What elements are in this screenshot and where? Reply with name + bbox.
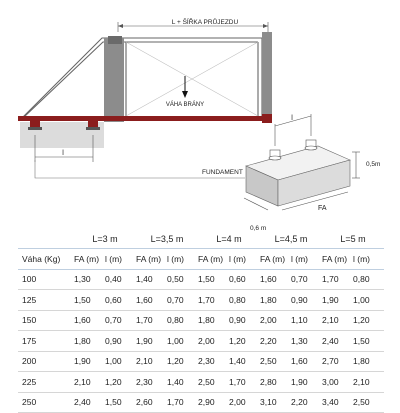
height-dimension <box>352 152 360 178</box>
fa-cell: 2,40 <box>74 392 105 413</box>
l-cell: 2,00 <box>229 392 260 413</box>
fa-header: FA (m) <box>74 249 105 270</box>
fa-cell: 3,40 <box>322 392 353 413</box>
table-row <box>18 269 384 290</box>
fa-cell: 2,80 <box>260 372 291 393</box>
l-cell: 1,00 <box>167 331 198 352</box>
block-spacing-label: l <box>291 115 293 122</box>
weight-cell: 200 <box>18 351 74 372</box>
fa-cell: 1,50 <box>74 290 105 311</box>
length-header-row <box>18 230 384 249</box>
fa-cell: 2,40 <box>322 331 353 352</box>
l-cell: 0,90 <box>291 290 322 311</box>
weight-label: VÁHA BRÁNY <box>165 102 205 108</box>
table-row <box>18 372 384 393</box>
fa-cell: 1,50 <box>198 269 229 290</box>
wheel-carriage-left <box>28 121 42 130</box>
l-cell: 2,20 <box>291 392 322 413</box>
length-header: L=4 m <box>198 230 260 249</box>
l-cell: 1,80 <box>353 351 384 372</box>
table-row <box>18 290 384 311</box>
fa-cell: 2,60 <box>136 392 167 413</box>
fa-cell: 2,50 <box>260 351 291 372</box>
l-cell: 1,50 <box>105 392 136 413</box>
gate-rail <box>18 116 272 121</box>
fa-cell: 1,80 <box>260 290 291 311</box>
weight-cell: 175 <box>18 331 74 352</box>
fa-label: FA <box>318 205 327 212</box>
top-guide-roller <box>108 36 122 44</box>
fa-cell: 2,50 <box>198 372 229 393</box>
l-cell: 1,70 <box>229 372 260 393</box>
l-cell: 0,50 <box>167 269 198 290</box>
fa-cell: 2,20 <box>260 331 291 352</box>
l-cell: 0,70 <box>105 310 136 331</box>
l-header: l (m) <box>353 249 384 270</box>
fa-cell: 1,40 <box>136 269 167 290</box>
fa-cell: 1,90 <box>74 351 105 372</box>
table-row <box>18 310 384 331</box>
l-cell: 0,80 <box>229 290 260 311</box>
l-cell: 2,10 <box>353 372 384 393</box>
l-cell: 2,50 <box>353 392 384 413</box>
fa-cell: 1,70 <box>198 290 229 311</box>
weight-cell: 125 <box>18 290 74 311</box>
l-cell: 1,20 <box>229 331 260 352</box>
block-carriage-right <box>305 140 317 150</box>
l-cell: 0,90 <box>105 331 136 352</box>
fa-cell: 1,80 <box>74 331 105 352</box>
l-cell: 1,40 <box>167 372 198 393</box>
l-cell: 1,30 <box>291 331 322 352</box>
column-header-row <box>18 249 384 270</box>
foundation-spec-table <box>18 230 384 413</box>
l-cell: 0,70 <box>167 290 198 311</box>
fa-cell: 2,00 <box>260 310 291 331</box>
fa-cell: 1,70 <box>136 310 167 331</box>
fa-header: FA (m) <box>136 249 167 270</box>
l-cell: 1,00 <box>353 290 384 311</box>
fa-cell: 1,80 <box>198 310 229 331</box>
l-cell: 1,90 <box>291 372 322 393</box>
width-label: L + ŠÍŘKA PRŮJEZDU <box>171 19 239 26</box>
length-header: L=5 m <box>322 230 384 249</box>
weight-cell: 150 <box>18 310 74 331</box>
fa-cell: 2,00 <box>198 331 229 352</box>
fa-cell: 2,10 <box>322 310 353 331</box>
fa-cell: 1,60 <box>260 269 291 290</box>
fa-cell: 2,90 <box>198 392 229 413</box>
weight-cell: 100 <box>18 269 74 290</box>
fa-cell: 2,10 <box>136 351 167 372</box>
l-cell: 1,20 <box>105 372 136 393</box>
l-cell: 0,40 <box>105 269 136 290</box>
l-cell: 1,10 <box>291 310 322 331</box>
l-header: l (m) <box>291 249 322 270</box>
l-cell: 0,80 <box>353 269 384 290</box>
right-post <box>262 32 272 122</box>
length-header: L=3,5 m <box>136 230 198 249</box>
weight-header: Váha (Kg) <box>18 249 74 270</box>
fa-cell: 1,60 <box>74 310 105 331</box>
weight-cell: 250 <box>18 392 74 413</box>
length-header: L=4,5 m <box>260 230 322 249</box>
foundation-label: FUNDAMENT <box>202 169 243 176</box>
fa-cell: 2,10 <box>74 372 105 393</box>
l-cell: 0,60 <box>105 290 136 311</box>
l-header: l (m) <box>229 249 260 270</box>
l-cell: 0,80 <box>167 310 198 331</box>
fa-cell: 3,10 <box>260 392 291 413</box>
l-header: l (m) <box>167 249 198 270</box>
fa-cell: 1,90 <box>322 290 353 311</box>
l-cell: 1,20 <box>353 310 384 331</box>
depth-label: 0,6 m <box>250 225 267 232</box>
header-spacer <box>18 230 74 249</box>
l-header: l (m) <box>105 249 136 270</box>
block-spacing-dimension <box>275 114 311 146</box>
l-cell: 1,70 <box>167 392 198 413</box>
fa-header: FA (m) <box>198 249 229 270</box>
fa-cell: 1,90 <box>136 331 167 352</box>
fa-cell: 1,70 <box>322 269 353 290</box>
fa-cell: 1,60 <box>136 290 167 311</box>
l-cell: 1,00 <box>105 351 136 372</box>
l-cell: 1,40 <box>229 351 260 372</box>
l-cell: 1,20 <box>167 351 198 372</box>
length-header: L=3 m <box>74 230 136 249</box>
foundation-block <box>246 146 350 206</box>
table-row <box>18 351 384 372</box>
l-cell: 0,60 <box>229 269 260 290</box>
height-label: 0,5m <box>366 161 381 168</box>
fa-cell: 2,70 <box>322 351 353 372</box>
fa-header: FA (m) <box>322 249 353 270</box>
rail-end-stop <box>262 114 272 123</box>
l-cell: 0,90 <box>229 310 260 331</box>
fa-cell: 2,30 <box>198 351 229 372</box>
l-cell: 1,60 <box>291 351 322 372</box>
left-post <box>104 38 124 122</box>
weight-arrow <box>182 76 188 98</box>
fa-header: FA (m) <box>260 249 291 270</box>
l-cell: 1,50 <box>353 331 384 352</box>
weight-cell: 225 <box>18 372 74 393</box>
l-cell: 0,70 <box>291 269 322 290</box>
block-carriage-left <box>269 150 281 160</box>
wheel-spacing-label: l <box>62 150 64 157</box>
wheel-carriage-right <box>86 121 100 130</box>
table-row <box>18 392 384 413</box>
fa-cell: 1,30 <box>74 269 105 290</box>
fa-cell: 3,00 <box>322 372 353 393</box>
table-row <box>18 331 384 352</box>
fa-cell: 2,30 <box>136 372 167 393</box>
